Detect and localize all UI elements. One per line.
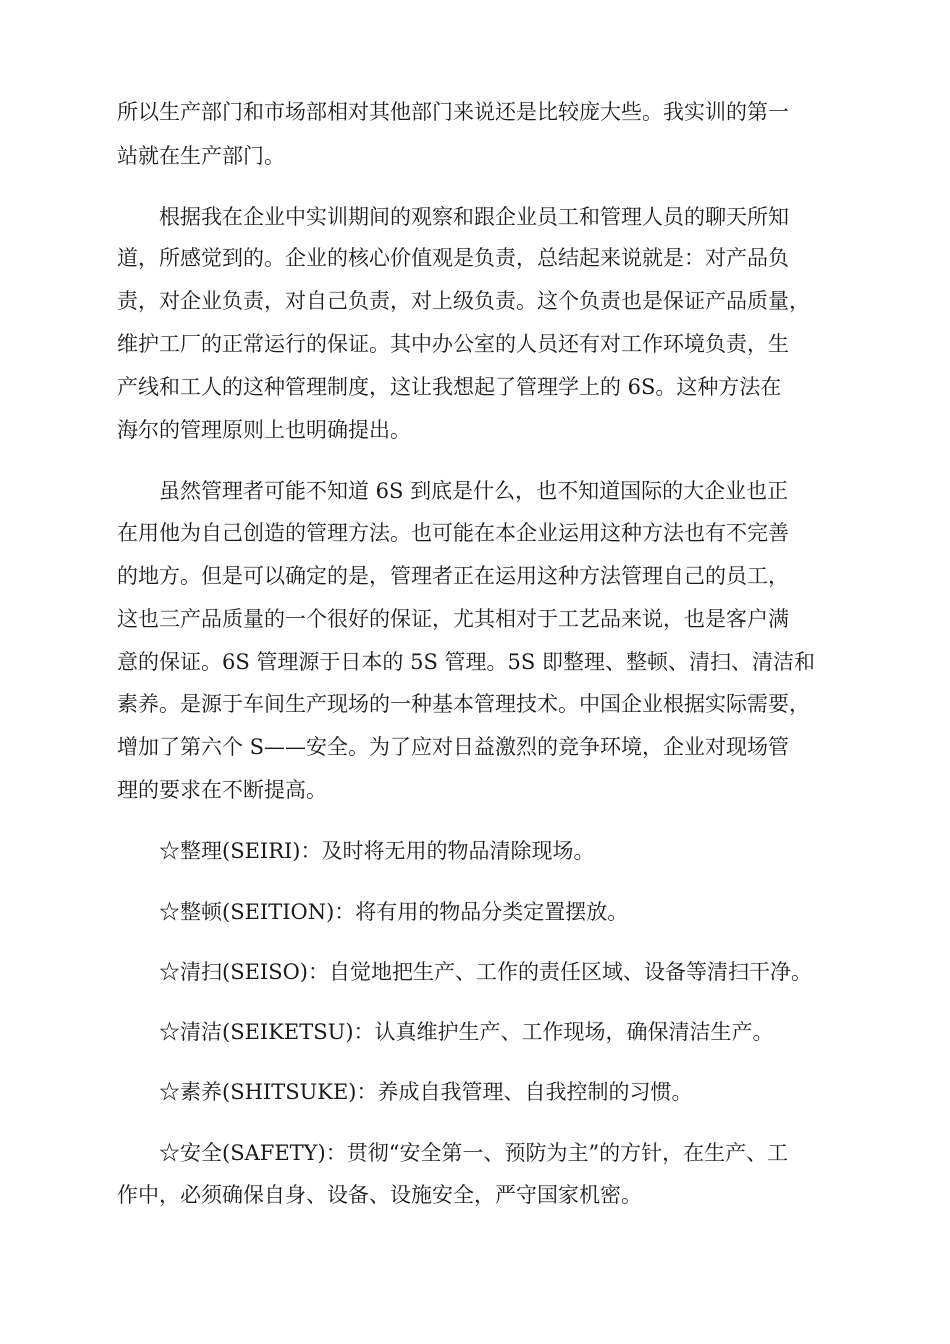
list-item-safety: ☆安全(SAFETY)：贯彻“安全第一、预防为主”的方针，在生产、工 [159, 1141, 789, 1165]
text-line: 这也三产品质量的一个很好的保证，尤其相对于工艺品来说，也是客户满 [117, 607, 789, 631]
text-line: 虽然管理者可能不知道 6S 到底是什么，也不知道国际的大企业也正 [159, 479, 789, 503]
text-line: 的地方。但是可以确定的是，管理者正在运用这种方法管理自己的员工， [117, 564, 789, 588]
text-line: 在用他为自己创造的管理方法。也可能在本企业运用这种方法也有不完善 [117, 521, 789, 545]
text-line: 理的要求在不断提高。 [117, 778, 327, 802]
text-line: 素养。是源于车间生产现场的一种基本管理技术。中国企业根据实际需要， [117, 692, 810, 716]
list-item-shitsuke: ☆素养(SHITSUKE)：养成自我管理、自我控制的习惯。 [159, 1080, 693, 1104]
text-line: 根据我在企业中实训期间的观察和跟企业员工和管理人员的聊天所知 [159, 205, 789, 229]
text-line: 道，所感觉到的。企业的核心价值观是负责，总结起来说就是：对产品负 [117, 246, 789, 270]
list-item-seiketsu: ☆清洁(SEIKETSU)：认真维护生产、工作现场，确保清洁生产。 [159, 1020, 774, 1044]
list-item-seiri: ☆整理(SEIRI)：及时将无用的物品清除现场。 [159, 839, 595, 863]
list-item-seition: ☆整顿(SEITION)：将有用的物品分类定置摆放。 [159, 900, 629, 924]
text-line: 产线和工人的这种管理制度，这让我想起了管理学上的 6S。这种方法在 [117, 375, 782, 399]
text-line: 维护工厂的正常运行的保证。其中办公室的人员还有对工作环境负责，生 [117, 332, 789, 356]
text-line: 所以生产部门和市场部相对其他部门来说还是比较庞大些。我实训的第一 [117, 100, 789, 124]
text-line: 站就在生产部门。 [117, 144, 285, 168]
text-line: 责，对企业负责，对自己负责，对上级负责。这个负责也是保证产品质量， [117, 289, 810, 313]
text-line: 海尔的管理原则上也明确提出。 [117, 418, 411, 442]
list-item-seiso: ☆清扫(SEISO)：自觉地把生产、工作的责任区域、设备等清扫干净。 [159, 960, 812, 984]
text-line: 作中，必须确保自身、设备、设施安全，严守国家机密。 [117, 1183, 642, 1207]
text-line: 意的保证。6S 管理源于日本的 5S 管理。5S 即整理、整顿、清扫、清洁和 [117, 650, 815, 674]
text-line: 增加了第六个 S——安全。为了应对日益激烈的竞争环境，企业对现场管 [117, 735, 790, 759]
